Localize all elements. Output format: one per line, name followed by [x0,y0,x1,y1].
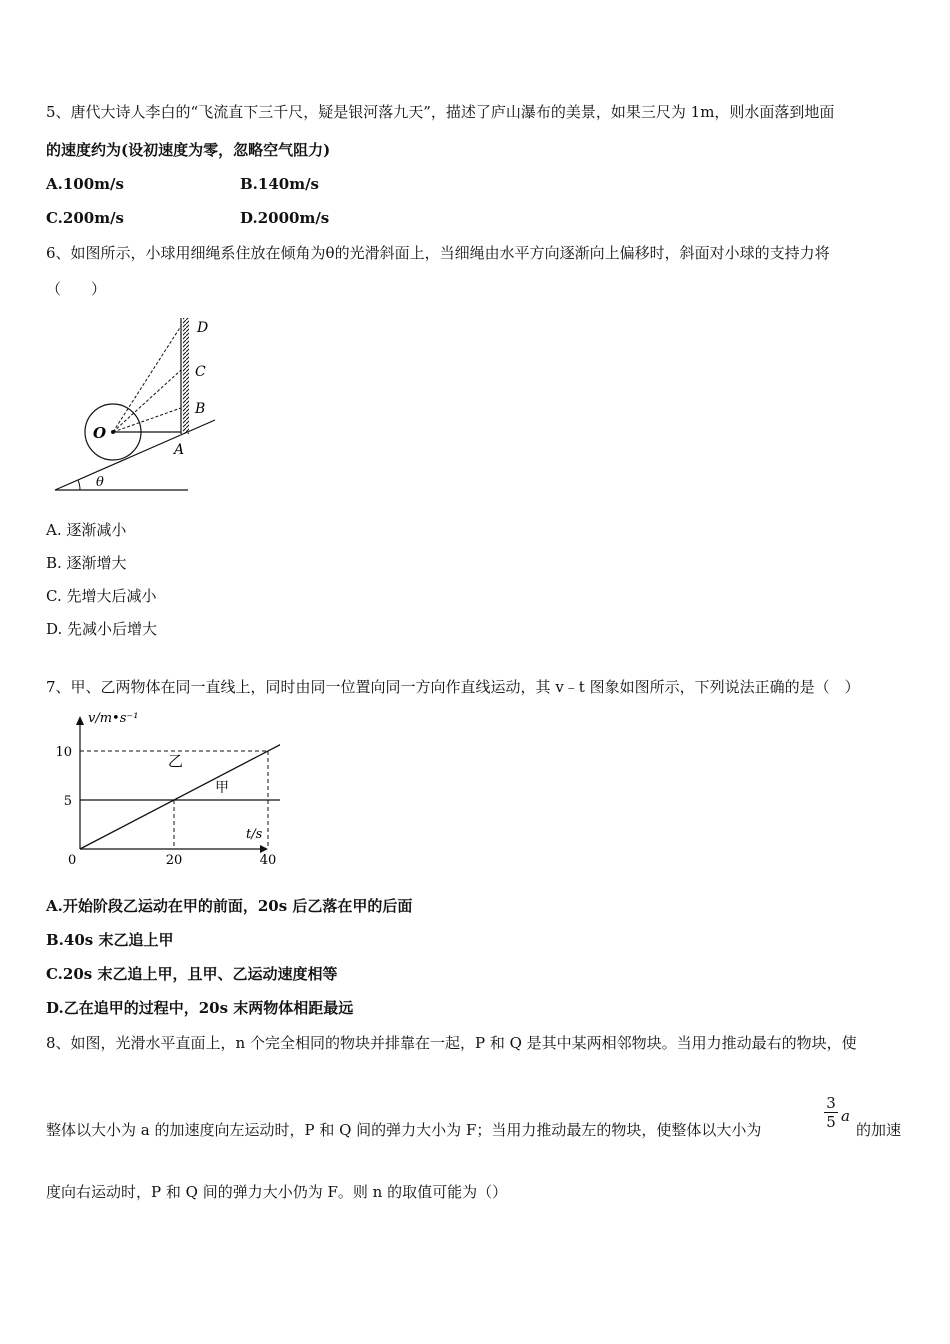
q8-stem-line3: 度向右运动时，P 和 Q 间的弹力大小仍为 F。则 n 的取值可能为（） [46,1183,508,1201]
label-b: B [195,401,206,417]
label-theta: θ [96,475,104,490]
q6-incline-figure [50,312,230,497]
x-tick-label-2: 40 [259,853,277,868]
y-tick-label-0: 5 [63,794,72,809]
x-axis-arrow [260,845,268,853]
series-label-jia: 甲 [215,780,229,796]
q6-option-c: C. 先增大后减小 [46,587,157,605]
x-axis-label: t/s [246,827,263,842]
q8-fraction [824,1094,838,1131]
y-axis-label: v/m•s⁻¹ [88,711,139,726]
q8-stem-line2-tail: 的加速 [856,1121,902,1139]
q7-vt-chart [50,708,280,868]
rope-ob [113,408,181,432]
q6-option-b: B. 逐渐增大 [46,554,127,572]
series-label-yi: 乙 [168,752,184,770]
q7-option-c: C.20s 末乙追上甲，且甲、乙运动速度相等 [46,965,338,983]
rope-od [113,326,181,432]
label-c: C [195,364,206,380]
label-o: O [93,424,107,442]
q8-stem-line2: 整体以大小为 a 的加速度向左运动时，P 和 Q 间的弹力大小为 F；当用力推动最左的物块，使整体以大小为 [46,1121,762,1139]
label-d: D [197,320,209,336]
q8-stem-line1: 8、如图，光滑水平直面上，n 个完全相同的物块并排靠在一起，P 和 Q 是其中某两相邻物块。当用力推动最右的物块，使 [46,1034,857,1052]
q5-option-c: C.200m/s [46,209,125,227]
theta-arc [78,480,80,490]
y-axis-arrow [76,716,84,725]
q7-option-b: B.40s 末乙追上甲 [46,931,174,949]
q5-option-a: A.100m/s [46,175,124,193]
q5-option-b: B.140m/s [240,175,320,193]
q6-stem-line1: 6、如图所示，小球用细绳系住放在倾角为θ的光滑斜面上，当细绳由水平方向逐渐向上偏移时，斜面对小球的支持力将 [46,244,830,262]
y-tick-label-1: 10 [55,745,72,760]
q7-option-a: A.开始阶段乙运动在甲的前面，20s 后乙落在甲的后面 [46,897,413,915]
q5-stem-line2: 的速度约为(设初速度为零，忽略空气阻力) [46,141,331,159]
q8-fraction-variable: a [841,1107,850,1125]
q8-fraction-denominator: 5 [826,1113,836,1131]
q5-stem-line1: 5、唐代大诗人李白的“飞流直下三千尺，疑是银河落九天”，描述了庐山瀑布的美景，如果三尺为 1m，则水面落到地面 [46,103,835,121]
wall-hatch [183,318,189,434]
label-a: A [174,442,185,458]
q8-fraction-numerator: 3 [826,1094,836,1112]
q6-option-a: A. 逐渐减小 [46,521,127,539]
q6-option-d: D. 先减小后增大 [46,620,158,638]
incline-line [55,420,215,490]
q7-stem-line1: 7、甲、乙两物体在同一直线上，同时由同一位置向同一方向作直线运动，其 v﹣t 图象如图所示，下列说法正确的是（ ） [46,678,860,696]
x-tick-label-1: 20 [165,853,183,868]
x-tick-label-0: 0 [68,853,77,868]
q5-option-d: D.2000m/s [240,209,330,227]
q7-option-d: D.乙在追甲的过程中，20s 末两物体相距最远 [46,999,354,1017]
q6-stem-line2: （ ） [46,280,107,298]
